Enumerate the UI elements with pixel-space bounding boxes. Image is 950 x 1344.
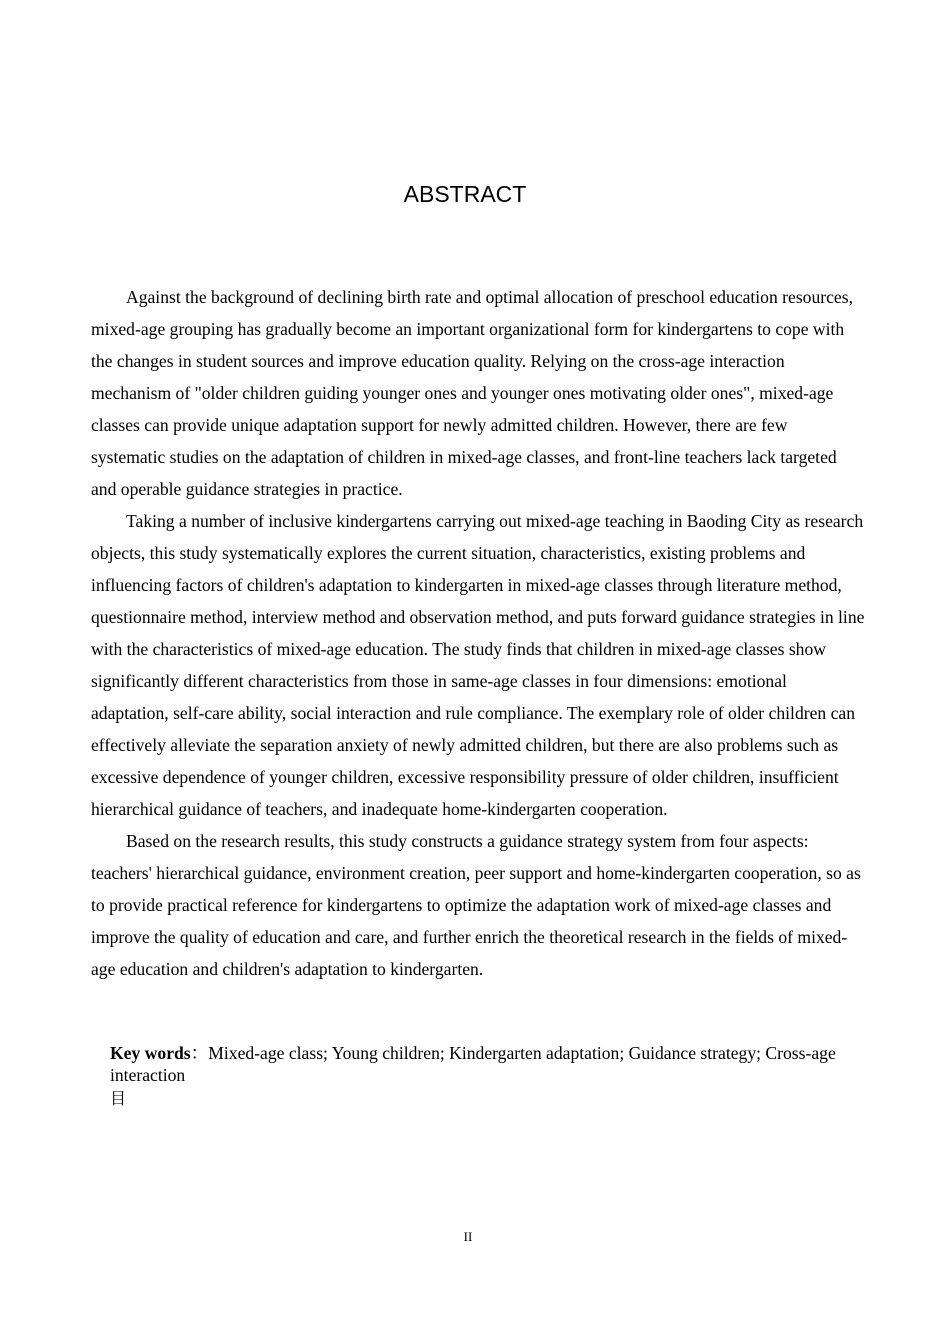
abstract-body (91, 281, 865, 985)
keywords-label: Key words (110, 1043, 191, 1063)
keywords-line (110, 1042, 850, 1086)
page-title: ABSTRACT (403, 181, 527, 207)
stray-character: 目 (110, 1089, 127, 1108)
abstract-paragraph-3: Based on the research results, this study constructs a guidance strategy system from four aspects: teachers' hierarchical guidance, environment creation, peer support and home-kindergarten cooperation, so as to provide practical reference for kindergartens to optimize the adaptation work of mixed-age classes and improve the quality of education and care, and further enrich the theoretical research in the fields of mixed-age education and children's adaptation to kindergarten. (91, 831, 861, 979)
abstract-paragraph-2: Taking a number of inclusive kindergartens carrying out mixed-age teaching in Baoding City as research objects, this study systematically explores the current situation, characteristics, existing problems and influencing factors of children's adaptation to kindergarten in mixed-age classes through literature method, questionnaire method, interview method and observation method, and puts forward guidance strategies in line with the characteristics of mixed-age education. The study finds that children in mixed-age classes show significantly different characteristics from those in same-age classes in four dimensions: emotional adaptation, self-care ability, social interaction and rule compliance. The exemplary role of older children can effectively alleviate the separation anxiety of newly admitted children, but there are also problems such as excessive dependence of younger children, excessive responsibility pressure of older children, insufficient hierarchical guidance of teachers, and inadequate home-kindergarten cooperation. (91, 511, 865, 819)
keywords-separator: ： (190, 1043, 209, 1063)
abstract-paragraph-1: Against the background of declining birth rate and optimal allocation of preschool education resources, mixed-age grouping has gradually become an important organizational form for kindergartens to cope with the changes in student sources and improve education quality. Relying on the cross-age interaction mechanism of "older children guiding younger ones and younger ones motivating older ones", mixed-age classes can provide unique adaptation support for newly admitted children. However, there are few systematic studies on the adaptation of children in mixed-age classes, and front-line teachers lack targeted and operable guidance strategies in practice. (91, 287, 853, 499)
page-number: II (463, 1229, 473, 1244)
keywords-text: Mixed-age class; Young children; Kindergarten adaptation; Guidance strategy; Cross-age interaction (110, 1043, 836, 1085)
